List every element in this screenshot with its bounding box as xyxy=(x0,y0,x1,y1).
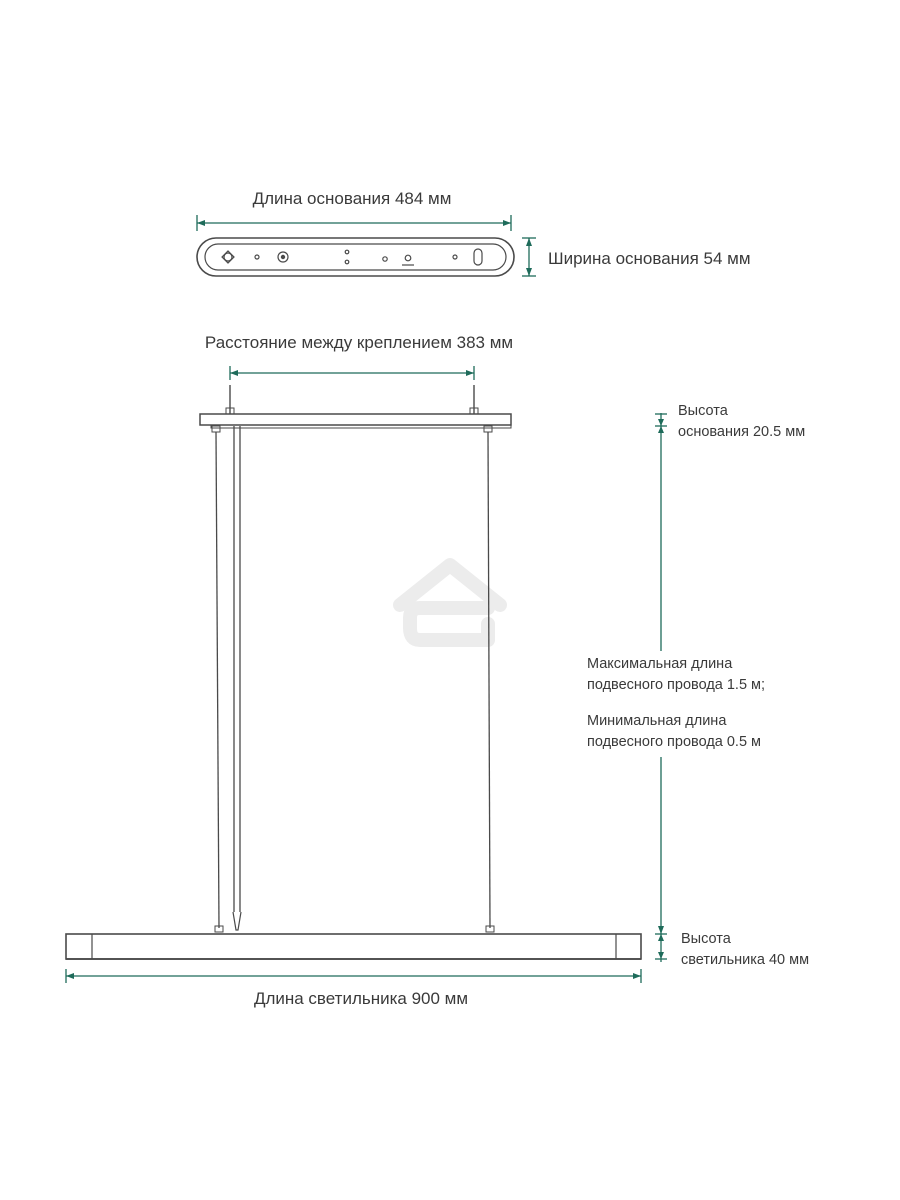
base-height-label xyxy=(678,401,805,443)
lamp-body xyxy=(66,934,641,959)
house-watermark-icon xyxy=(400,565,500,640)
base-plate-top-view xyxy=(197,238,514,276)
base-length-dimension xyxy=(197,215,511,231)
lamp-height-label-line2: светильника 40 мм xyxy=(681,952,810,968)
min-wire-label-line2: подвесного провода 0.5 м xyxy=(587,734,762,750)
min-wire-label-line1: Минимальная длина xyxy=(587,713,727,729)
max-wire-label xyxy=(587,654,765,696)
base-width-dimension xyxy=(522,238,536,276)
mount-distance-dimension xyxy=(230,366,474,380)
lamp-length-label: Длина светильника 900 мм xyxy=(253,989,469,1008)
lamp-height-label-line1: Высота xyxy=(681,931,731,947)
base-screw-hole-icons xyxy=(222,249,482,265)
base-width-label: Ширина основания 54 мм xyxy=(548,249,751,268)
lamp-length-dimension xyxy=(66,969,641,983)
base-length-label: Длина основания 484 мм xyxy=(252,189,452,208)
mount-distance-label: Расстояние между креплением 383 мм xyxy=(204,333,514,352)
lamp-height-label xyxy=(681,929,809,971)
max-wire-label-line1: Максимальная длина xyxy=(587,656,733,672)
ceiling-plate-side-view xyxy=(200,385,511,432)
base-height-label-line2: основания 20.5 мм xyxy=(678,424,806,440)
base-height-label-line1: Высота xyxy=(678,403,728,419)
suspension-wires xyxy=(215,426,494,932)
min-wire-label xyxy=(587,711,761,753)
max-wire-label-line2: подвесного провода 1.5 м; xyxy=(587,677,766,693)
